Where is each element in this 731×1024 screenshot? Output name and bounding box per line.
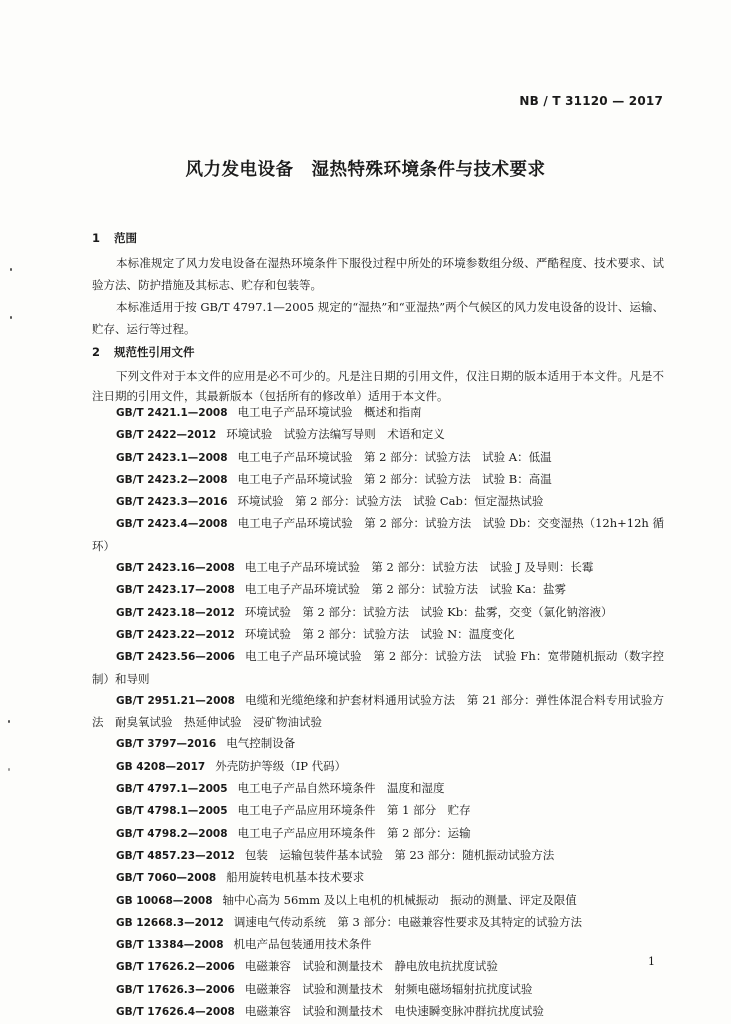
reference-code: GB/T 2423.17—2008 — [116, 584, 235, 597]
scan-speck — [8, 768, 10, 771]
reference-code: GB/T 17626.4—2008 — [116, 1006, 235, 1019]
reference-list — [92, 402, 664, 1023]
reference-code: GB/T 17626.3—2006 — [116, 983, 235, 996]
scan-speck — [10, 268, 12, 271]
reference-item — [92, 402, 664, 424]
scan-speck — [10, 316, 12, 319]
reference-title: 电工电子产品环境试验 第 2 部分：试验方法 试验 Ka：盐雾 — [244, 582, 567, 597]
reference-item — [92, 956, 664, 978]
reference-title: 轴中心高为 56mm 及以上电机的机械振动 振动的测量、评定及限值 — [222, 892, 577, 907]
reference-title: 电气控制设备 — [226, 736, 296, 751]
reference-code: GB/T 2951.21—2008 — [116, 694, 235, 707]
reference-title: 环境试验 第 2 部分：试验方法 试验 Kb：盐雾，交变（氯化钠溶液） — [244, 604, 613, 619]
scope-paragraph-2: 本标准适用于按 GB/T 4797.1—2005 规定的“湿热”和“亚湿热”两个气候区的风力发电设备的设计、运输、贮存、运行等过程。 — [92, 300, 664, 336]
reference-item — [92, 690, 664, 734]
reference-item — [92, 756, 664, 778]
page-number: 1 — [648, 955, 655, 968]
reference-title: 电工电子产品环境试验 第 2 部分：试验方法 试验 A：低温 — [237, 449, 552, 464]
reference-code: GB/T 17626.2—2006 — [116, 961, 235, 974]
reference-title: 船用旋转电机基本技术要求 — [226, 870, 365, 885]
document-title: 风力发电设备 湿热特殊环境条件与技术要求 — [185, 160, 546, 180]
scope-paragraph-1: 本标准规定了风力发电设备在湿热环境条件下服役过程中所处的环境参数组分级、严酷程度、技术要求、试验方法、防护措施及其标志、贮存和包装等。 — [92, 256, 664, 292]
reference-code: GB/T 4798.2—2008 — [116, 827, 228, 840]
reference-code: GB/T 2423.1—2008 — [116, 451, 228, 464]
reference-item — [92, 867, 664, 889]
reference-item — [92, 602, 664, 624]
reference-title: 电磁兼容 试验和测量技术 射频电磁场辐射抗扰度试验 — [244, 981, 533, 996]
reference-title: 环境试验 第 2 部分：试验方法 试验 N：温度变化 — [244, 626, 515, 641]
reference-item — [92, 1001, 664, 1023]
reference-item — [92, 890, 664, 912]
reference-code: GB/T 2423.22—2012 — [116, 628, 235, 641]
reference-title: 环境试验 第 2 部分：试验方法 试验 Cab：恒定湿热试验 — [237, 494, 544, 509]
reference-title: 电工电子产品环境试验 第 2 部分：试验方法 试验 Db：交变湿热（12h+12h 循环） — [92, 516, 664, 553]
reference-item — [92, 733, 664, 755]
reference-code: GB/T 4798.1—2005 — [116, 805, 228, 818]
reference-title: 外壳防护等级（IP 代码） — [215, 758, 347, 773]
reference-title: 调速电气传动系统 第 3 部分：电磁兼容性要求及其特定的试验方法 — [233, 914, 582, 929]
reference-code: GB/T 7060—2008 — [116, 872, 217, 885]
reference-code: GB/T 3797—2016 — [116, 738, 217, 751]
reference-title: 电磁兼容 试验和测量技术 静电放电抗扰度试验 — [244, 959, 498, 974]
reference-code: GB/T 4857.23—2012 — [116, 849, 235, 862]
reference-title: 机电产品包装通用技术条件 — [233, 937, 372, 952]
section-1-title: 范围 — [114, 231, 137, 245]
reference-item — [92, 447, 664, 469]
reference-code: GB/T 2423.16—2008 — [116, 562, 235, 575]
reference-title: 电工电子产品应用环境条件 第 2 部分：运输 — [237, 825, 471, 840]
reference-title: 电工电子产品应用环境条件 第 1 部分 贮存 — [237, 803, 471, 818]
reference-item — [92, 424, 664, 446]
reference-title: 电磁兼容 试验和测量技术 电快速瞬变脉冲群抗扰度试验 — [244, 1004, 544, 1019]
reference-code: GB/T 2423.4—2008 — [116, 518, 228, 531]
section-2-number: 2 — [92, 345, 101, 359]
reference-title: 环境试验 试验方法编写导则 术语和定义 — [226, 427, 445, 442]
reference-title: 电工电子产品环境试验 第 2 部分：试验方法 试验 B：高温 — [237, 471, 552, 486]
reference-code: GB 4208—2017 — [116, 760, 206, 773]
reference-item — [92, 934, 664, 956]
reference-item — [92, 845, 664, 867]
reference-item — [92, 912, 664, 934]
reference-title: 电缆和光缆绝缘和护套材料通用试验方法 第 21 部分：弹性体混合料专用试验方法 耐臭氧试验 热延伸试验 浸矿物油试验 — [92, 692, 664, 730]
standard-code: NB / T 31120 — 2017 — [519, 94, 663, 108]
reference-item — [92, 979, 664, 1001]
reference-title: 电工电子产品环境试验 第 2 部分：试验方法 试验 Fh：宽带随机振动（数字控制）和导则 — [92, 649, 664, 686]
section-2-heading — [92, 344, 195, 360]
reference-code: GB/T 2423.18—2012 — [116, 606, 235, 619]
reference-code: GB/T 13384—2008 — [116, 939, 224, 952]
reference-code: GB/T 2423.3—2016 — [116, 496, 228, 509]
reference-code: GB 10068—2008 — [116, 894, 213, 907]
reference-item — [92, 646, 664, 690]
reference-code: GB/T 2423.56—2006 — [116, 651, 235, 664]
reference-item — [92, 491, 664, 513]
reference-item — [92, 778, 664, 800]
reference-title: 电工电子产品自然环境条件 温度和湿度 — [237, 781, 445, 796]
reference-title: 电工电子产品环境试验 概述和指南 — [237, 405, 422, 419]
reference-code: GB/T 2421.1—2008 — [116, 407, 228, 419]
reference-item — [92, 579, 664, 601]
reference-title: 包装 运输包装件基本试验 第 23 部分：随机振动试验方法 — [244, 847, 555, 862]
reference-title: 电工电子产品环境试验 第 2 部分：试验方法 试验 J 及导则：长霉 — [244, 560, 594, 575]
reference-item — [92, 800, 664, 822]
section-1-number: 1 — [92, 231, 101, 245]
section-1-heading — [92, 230, 137, 246]
reference-code: GB/T 4797.1—2005 — [116, 783, 228, 796]
reference-code: GB/T 2423.2—2008 — [116, 473, 228, 486]
reference-item — [92, 469, 664, 491]
references-intro: 下列文件对于本文件的应用是必不可少的。凡是注日期的引用文件，仅注日期的版本适用于本文件。凡是不注日期的引用文件，其最新版本（包括所有的修改单）适用于本文件。 — [92, 369, 664, 403]
reference-item — [92, 624, 664, 646]
scan-speck — [8, 720, 10, 723]
reference-item — [92, 823, 664, 845]
section-2-title: 规范性引用文件 — [114, 345, 195, 359]
reference-code: GB 12668.3—2012 — [116, 916, 224, 929]
reference-item — [92, 557, 664, 579]
reference-item — [92, 513, 664, 557]
reference-code: GB/T 2422—2012 — [116, 429, 217, 442]
